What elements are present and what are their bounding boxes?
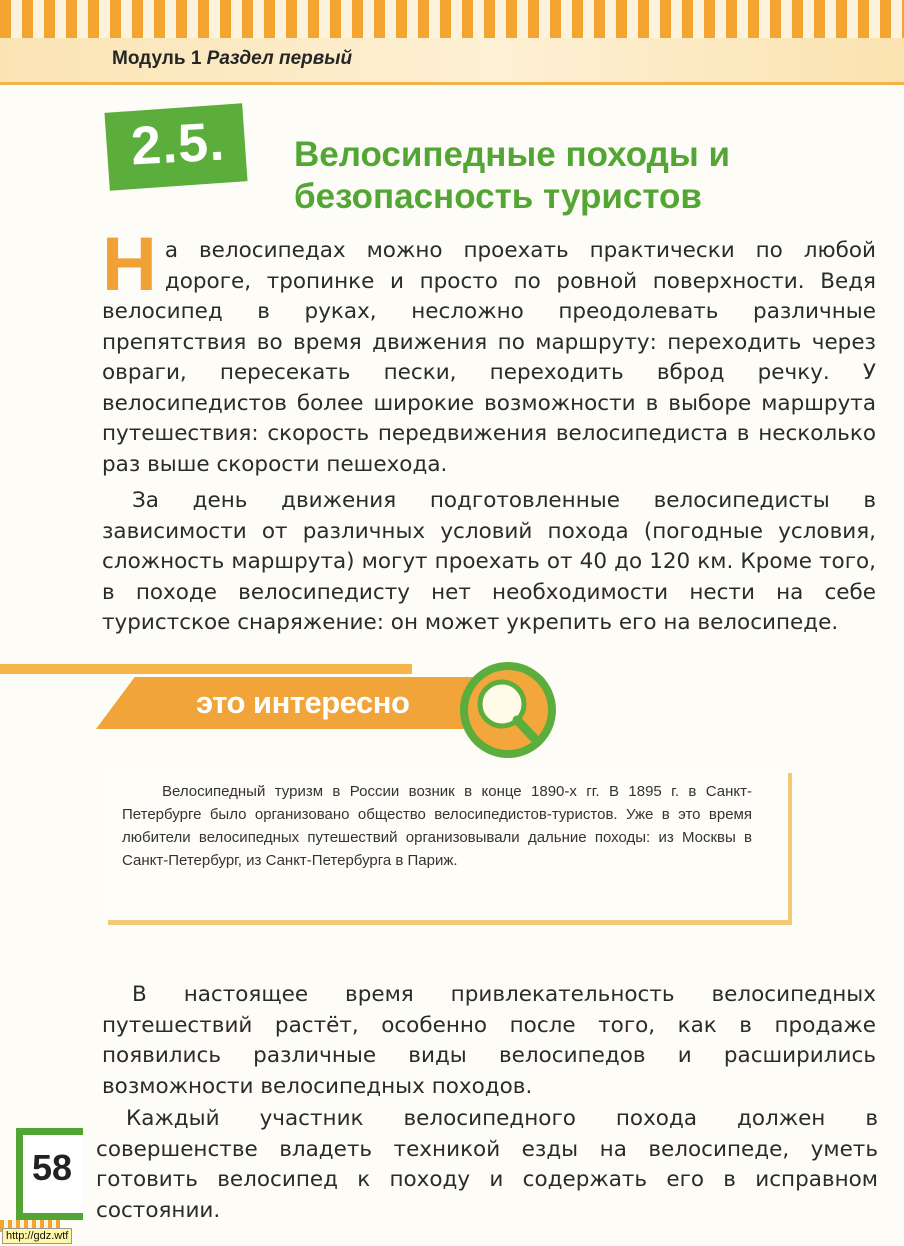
paragraph-1: [102, 222, 876, 480]
running-header: [112, 48, 352, 70]
interesting-label: это интересно: [196, 685, 410, 720]
page-title: Велосипедные походы и безопасность туристов: [294, 135, 730, 216]
info-box-text: Велосипедный туризм в России возник в конце 1890-х гг. В 1895 г. в Санкт-Петербурге было организовано общество велосипедистов-туристов. Уже в это время любители велосипедных путешествий организовывали дальние походы: из Москвы в Санкт-Петербург, из Санкт-Петербурга в Париж.: [122, 783, 752, 869]
banner-divider: [0, 664, 412, 674]
section-label: Раздел первый: [206, 48, 353, 69]
drop-cap: Н: [102, 222, 157, 307]
paragraph-2: За день движения подготовленные велосипедисты в зависимости от различных условий похода (погодные условия, сложность маршрута) могут проехать от 40 до 120 км. Кроме того, в походе велосипедисту нет необходимости нести на себе туристское снаряжение: он может укрепить его на велосипеде.: [102, 488, 876, 635]
page-number: 58: [31, 1147, 73, 1188]
magnifier-icon: [458, 660, 558, 760]
paragraph-3: В настоящее время привлекательность велосипедных путешествий растёт, особенно после того, как в продаже появились различные виды велосипедов и расширились возможности велосипедных походов.: [102, 982, 876, 1099]
module-label: Модуль 1: [112, 48, 202, 69]
top-decorative-stripes: [0, 0, 904, 38]
paragraph-1-text: а велосипедах можно проехать практически по любой дороге, тропинке и просто по ровной поверхности. Ведя велосипед в руках, несложно преодолевать различные препятствия во время движения по маршруту: переходить через овраги, пересекать пески, переходить вброд речку. У велосипедистов более широкие возможности в выборе маршрута путешествия: скорость передвижения велосипедиста в несколько раз выше скорости пешехода.: [102, 238, 876, 477]
paragraph-4: Каждый участник велосипедного похода должен в совершенстве владеть техникой езды на велосипеде, уметь готовить велосипед к походу и содержать его в исправном состоянии.: [96, 1106, 878, 1223]
section-number: 2.5.: [129, 111, 227, 177]
watermark: http://gdz.wtf: [2, 1228, 72, 1244]
